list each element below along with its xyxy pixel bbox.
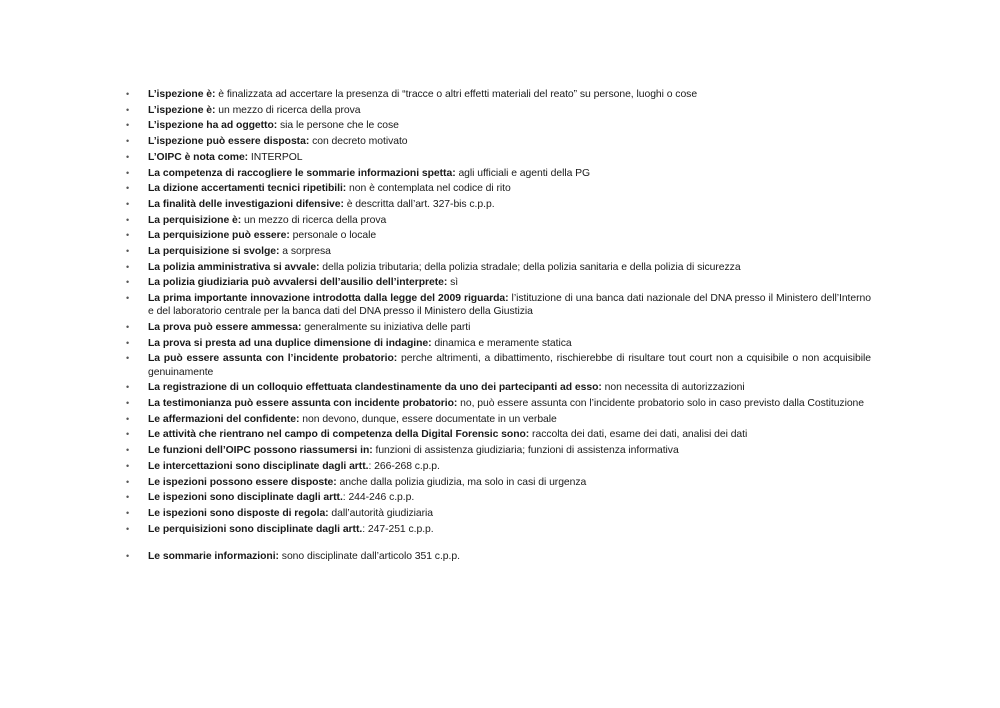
item-text [148, 460, 871, 473]
item-key: Le attività che rientrano nel campo di competenza della Digital Forensic sono: [148, 429, 530, 441]
item-text [148, 428, 871, 441]
item-text [148, 88, 871, 101]
list-item [126, 88, 871, 101]
list-item [126, 413, 871, 426]
item-value: non devono, dunque, essere documentate in un verbale [299, 413, 557, 425]
item-value: a sorpresa [279, 246, 331, 258]
item-text [148, 135, 871, 148]
item-text [148, 550, 871, 563]
bullet-icon: • [126, 230, 130, 241]
item-text [148, 476, 871, 489]
item-value: : 247-251 c.p.p. [362, 523, 434, 535]
list-item [126, 198, 871, 211]
list-item [126, 507, 871, 520]
item-key: La registrazione di un colloquio effettuata clandestinamente da uno dei partecipanti ad esso: [148, 382, 602, 394]
item-key: Le ispezioni sono disposte di regola: [148, 507, 329, 519]
list-item [126, 245, 871, 258]
bullet-icon: • [126, 492, 130, 503]
list-item [126, 229, 871, 242]
bullet-icon: • [126, 246, 130, 257]
list-item [126, 428, 871, 441]
bullet-icon: • [126, 507, 130, 518]
item-text [148, 413, 871, 426]
item-key: Le ispezioni sono disciplinate dagli artt. [148, 492, 343, 504]
item-key: La perquisizione è: [148, 214, 242, 226]
bullet-icon: • [126, 261, 130, 272]
item-value: sia le persone che le cose [277, 120, 399, 132]
item-value: dall’autorità giudiziaria [328, 507, 433, 519]
list-item [126, 292, 871, 318]
item-value: agli ufficiali e agenti della PG [455, 167, 591, 179]
bullet-icon: • [126, 476, 130, 487]
item-text [148, 182, 871, 195]
item-key: La polizia amministrativa si avvale: [148, 261, 320, 273]
item-text [148, 397, 871, 410]
bullet-icon: • [126, 445, 130, 456]
item-value: con decreto motivato [309, 136, 408, 148]
item-value: no, può essere assunta con l’incidente probatorio solo in caso previsto dalla Costituzione [457, 398, 865, 410]
item-key: La prova si presta ad una duplice dimensione di indagine: [148, 337, 432, 349]
item-text [148, 167, 871, 180]
list-item [126, 491, 871, 504]
item-key: Le perquisizioni sono disciplinate dagli artt. [148, 523, 363, 535]
item-text [148, 151, 871, 164]
list-item [126, 352, 871, 378]
list-item [126, 167, 871, 180]
item-text [148, 245, 871, 258]
list-item [126, 397, 871, 410]
item-text [148, 523, 871, 536]
item-text [148, 104, 871, 117]
item-key: La finalità delle investigazioni difensive: [148, 198, 344, 210]
item-value: anche dalla polizia giudizia, ma solo in casi di urgenza [336, 476, 587, 488]
list-item [126, 381, 871, 394]
item-text [148, 214, 871, 227]
item-text [148, 444, 871, 457]
list-item [126, 321, 871, 334]
bullet-list [126, 88, 871, 566]
item-text [148, 292, 871, 318]
list-item [126, 135, 871, 148]
item-key: La perquisizione si svolge: [148, 246, 280, 258]
list-item [126, 214, 871, 227]
item-text [148, 381, 871, 394]
item-value: funzioni di assistenza giudiziaria; funzioni di assistenza informativa [372, 445, 679, 457]
item-value: non è contemplata nel codice di rito [346, 183, 511, 195]
bullet-icon: • [126, 277, 130, 288]
item-key: L’ispezione ha ad oggetto: [148, 120, 278, 132]
bullet-icon: • [126, 353, 130, 364]
bullet-icon: • [126, 183, 130, 194]
bullet-icon: • [126, 293, 130, 304]
item-text [148, 337, 871, 350]
item-key: La polizia giudiziaria può avvalersi dell’ausilio dell’interprete: [148, 277, 448, 289]
list-item [126, 276, 871, 289]
bullet-icon: • [126, 136, 130, 147]
bullet-icon: • [126, 382, 130, 393]
item-key: Le affermazioni del confidente: [148, 413, 300, 425]
bullet-icon: • [126, 198, 130, 209]
list-item [126, 460, 871, 473]
item-value: : 244-246 c.p.p. [342, 492, 415, 504]
bullet-icon: • [126, 89, 130, 99]
bullet-icon: • [126, 460, 130, 471]
list-item [126, 261, 871, 274]
list-item [126, 523, 871, 536]
list-item [126, 444, 871, 457]
item-key: La competenza di raccogliere le sommarie informazioni spetta: [148, 167, 456, 179]
item-text [148, 261, 871, 274]
item-key: L’ispezione può essere disposta: [148, 136, 310, 148]
item-value: è finalizzata ad accertare la presenza di “tracce o altri effetti materiali del reato” su persone, luoghi o cose [215, 89, 698, 100]
item-value: : 266-268 c.p.p. [368, 460, 440, 472]
item-value: personale o locale [289, 230, 377, 242]
bullet-icon: • [126, 550, 130, 561]
bullet-icon: • [126, 104, 130, 115]
item-value: della polizia tributaria; della polizia stradale; della polizia sanitaria e della polizia di sicurezza [319, 261, 741, 273]
bullet-icon: • [126, 413, 130, 424]
item-key: Le ispezioni possono essere disposte: [148, 476, 337, 488]
item-value: un mezzo di ricerca della prova [215, 104, 361, 116]
item-key: L’ispezione è: [148, 89, 216, 100]
bullet-icon: • [126, 429, 130, 440]
item-text [148, 119, 871, 132]
item-key: La può essere assunta con l’incidente probatorio: [148, 353, 398, 365]
bullet-icon: • [126, 337, 130, 348]
item-key: La perquisizione può essere: [148, 230, 290, 242]
item-text [148, 352, 871, 378]
list-item [126, 550, 871, 563]
list-item [126, 182, 871, 195]
item-text [148, 198, 871, 211]
item-key: Le sommarie informazioni: [148, 550, 279, 562]
item-text [148, 491, 871, 504]
item-value: sono disciplinate dall’articolo 351 c.p.p. [278, 550, 460, 562]
item-value: un mezzo di ricerca della prova [241, 214, 387, 226]
item-key: Le funzioni dell’OIPC possono riassumersi in: [148, 445, 373, 457]
item-key: L’ispezione è: [148, 104, 216, 116]
item-key: L’OIPC è nota come: [148, 151, 249, 163]
item-value: raccolta dei dati, esame dei dati, analisi dei dati [529, 429, 748, 441]
list-item [126, 119, 871, 132]
bullet-icon: • [126, 322, 130, 333]
item-value: sì [447, 277, 459, 289]
item-text [148, 229, 871, 242]
list-item [126, 151, 871, 164]
bullet-icon: • [126, 398, 130, 409]
item-key: La prova può essere ammessa: [148, 322, 302, 334]
bullet-icon: • [126, 214, 130, 225]
item-text [148, 507, 871, 520]
bullet-icon: • [126, 167, 130, 178]
item-value: l’istituzione di una banca dati nazionale del DNA presso il Ministero dell’Interno e del laboratorio centrale per la banca dati del DNA presso il Ministero della Giustizia [148, 293, 871, 318]
bullet-icon: • [126, 120, 130, 131]
item-key: La dizione accertamenti tecnici ripetibili: [148, 183, 347, 195]
item-key: Le intercettazioni sono disciplinate dagli artt. [148, 460, 369, 472]
item-text [148, 321, 871, 334]
bullet-icon: • [126, 523, 130, 534]
list-item [126, 476, 871, 489]
item-value: generalmente su iniziativa delle parti [301, 322, 471, 334]
item-value: INTERPOL [248, 151, 303, 163]
list-item [126, 104, 871, 117]
item-key: La testimonianza può essere assunta con incidente probatorio: [148, 398, 458, 410]
list-item [126, 337, 871, 350]
item-value: perche altrimenti, a dibattimento, rischierebbe di risultare tout court non a cquisibile o non acquisibile genuinamente [148, 353, 871, 378]
item-key: La prima importante innovazione introdotta dalla legge del 2009 riguarda: [148, 293, 509, 305]
item-value: è descritta dall’art. 327-bis c.p.p. [343, 198, 495, 210]
item-text [148, 276, 871, 289]
item-value: non necessita di autorizzazioni [601, 382, 745, 394]
item-value: dinamica e meramente statica [431, 337, 572, 349]
bullet-icon: • [126, 151, 130, 162]
